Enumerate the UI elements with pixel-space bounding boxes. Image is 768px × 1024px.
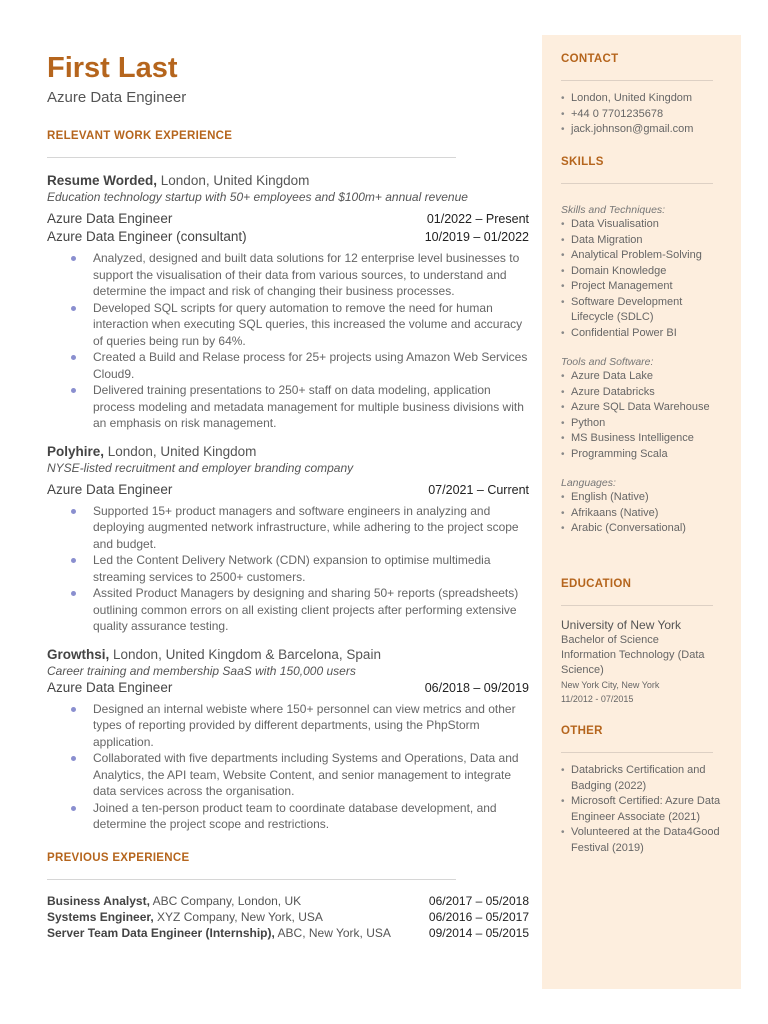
previous-job-row bbox=[47, 925, 529, 941]
sidebar-divider bbox=[561, 183, 713, 184]
previous-job-dates: 09/2014 – 05/2015 bbox=[428, 925, 529, 940]
skill-item: • Domain Knowledge bbox=[561, 264, 723, 280]
education-degree: Bachelor of Science Information Technology (Data Science) bbox=[561, 634, 705, 676]
sidebar-title-contact: CONTACT bbox=[561, 53, 619, 65]
role-title: Azure Data Engineer bbox=[47, 481, 173, 497]
job-entry bbox=[47, 646, 529, 833]
other-item: • Volunteered at the Data4Good Festival (2019) bbox=[561, 825, 723, 856]
company-location: London, United Kingdom & Barcelona, Spain bbox=[109, 646, 381, 662]
previous-job-company: XYZ Company, New York, USA bbox=[153, 909, 323, 924]
job-entry bbox=[47, 172, 529, 432]
bullet-list bbox=[47, 701, 529, 833]
sidebar-divider bbox=[561, 752, 713, 753]
company-line bbox=[47, 443, 529, 460]
sidebar-title-skills: SKILLS bbox=[561, 156, 604, 168]
role-title: Azure Data Engineer bbox=[47, 679, 173, 695]
role-dates: 06/2018 – 09/2019 bbox=[424, 680, 529, 695]
other-list bbox=[561, 763, 723, 856]
bullet-list bbox=[47, 250, 529, 432]
previous-experience-list bbox=[47, 893, 529, 941]
other-item: • Microsoft Certified: Azure Data Engineer Associate (2021) bbox=[561, 794, 723, 825]
contact-phone: • +44 0 7701235678 bbox=[561, 107, 723, 123]
education-block bbox=[561, 617, 713, 706]
other-item: • Databricks Certification and Badging (2022) bbox=[561, 763, 723, 794]
previous-job-dates: 06/2016 – 05/2017 bbox=[428, 909, 529, 924]
sidebar-title-education: EDUCATION bbox=[561, 578, 632, 590]
role-title: Azure Data Engineer bbox=[47, 211, 173, 226]
main-column bbox=[47, 50, 529, 941]
bullet-list bbox=[47, 503, 529, 635]
skill-item: • Project Management bbox=[561, 279, 723, 295]
sidebar-title-other: OTHER bbox=[561, 725, 603, 737]
languages-list bbox=[561, 490, 723, 537]
tool-item: • Azure SQL Data Warehouse bbox=[561, 400, 723, 416]
bullet-item: Joined a ten-person product team to coordinate database development, and determine the project scope and restrictions. bbox=[93, 800, 529, 833]
bullet-item: Delivered training presentations to 250+ staff on data modeling, application process modeling and metadata management for multiple business divisions with an emphasis on risk management. bbox=[93, 382, 529, 432]
section-divider bbox=[47, 879, 456, 880]
skill-item: • Data Visualisation bbox=[561, 217, 723, 233]
section-title-previous: PREVIOUS EXPERIENCE bbox=[47, 851, 190, 864]
bullet-item: Collaborated with five departments including Systems and Operations, Data and Analytics, the API team, Website Content, and senior management to integrate data services across the organisation. bbox=[93, 750, 529, 800]
skills-subheading: Skills and Techniques: bbox=[561, 204, 666, 216]
company-line bbox=[47, 172, 529, 189]
role-row bbox=[47, 228, 529, 246]
role-title: Azure Data Engineer (consultant) bbox=[47, 229, 247, 244]
bullet-item: Assited Product Managers by designing and sharing 50+ reports (spreadsheets) outlining common errors on all existing client projects after performing extensive quality assurance testing. bbox=[93, 585, 529, 635]
education-location: New York City, New York bbox=[561, 680, 660, 690]
company-name: Growthsi, bbox=[47, 646, 110, 662]
previous-job-row bbox=[47, 893, 529, 909]
contact-location: • London, United Kingdom bbox=[561, 91, 723, 107]
previous-job-dates: 06/2017 – 05/2018 bbox=[428, 893, 529, 908]
skill-item: • Data Migration bbox=[561, 233, 723, 249]
company-name: Polyhire, bbox=[47, 443, 105, 459]
skills-list bbox=[561, 217, 723, 341]
bullet-item: Led the Content Delivery Network (CDN) expansion to optimise multimedia streaming services to 2500+ customers. bbox=[93, 552, 529, 585]
bullet-item: Created a Build and Relase process for 25+ projects using Amazon Web Services Cloud9. bbox=[93, 350, 528, 381]
tool-item: • Azure Data Lake bbox=[561, 369, 723, 385]
language-item: • English (Native) bbox=[561, 490, 723, 506]
tool-item: • MS Business Intelligence bbox=[561, 431, 723, 447]
skill-item: • Software Development Lifecycle (SDLC) bbox=[561, 295, 723, 326]
bullet-item: Supported 15+ product managers and software engineers in analyzing and deploying augmented network infrastructure, while adhering to the project scope and budget. bbox=[93, 503, 529, 553]
contact-email: • jack.johnson@gmail.com bbox=[561, 122, 723, 138]
company-description: Education technology startup with 50+ employees and $100m+ annual revenue bbox=[47, 190, 468, 204]
previous-job-title: Business Analyst, bbox=[47, 893, 150, 908]
bullet-item: Analyzed, designed and built data solutions for 12 enterprise level businesses to support the visualisation of their data from various sources, to understand and determine the impact and risk of changing their business processes. bbox=[93, 250, 529, 300]
tool-item: • Azure Databricks bbox=[561, 385, 723, 401]
tool-item: • Python bbox=[561, 416, 723, 432]
contact-list bbox=[561, 91, 723, 138]
skills-subheading: Languages: bbox=[561, 477, 616, 489]
role-row bbox=[47, 481, 529, 499]
previous-job-company: ABC, New York, USA bbox=[274, 925, 391, 940]
previous-job-title: Systems Engineer, bbox=[47, 909, 154, 924]
company-location: London, United Kingdom bbox=[157, 173, 310, 188]
company-description: NYSE-listed recruitment and employer branding company bbox=[47, 460, 354, 475]
previous-job-company: ABC Company, London, UK bbox=[149, 893, 302, 908]
tool-item: • Programming Scala bbox=[561, 447, 723, 463]
role-dates: 01/2022 – Present bbox=[426, 212, 529, 226]
section-title-work: RELEVANT WORK EXPERIENCE bbox=[47, 130, 233, 142]
education-dates: 11/2012 - 07/2015 bbox=[561, 694, 634, 704]
company-name: Resume Worded, bbox=[47, 173, 158, 188]
skills-block bbox=[561, 203, 723, 537]
skills-subheading: Tools and Software: bbox=[561, 356, 654, 368]
language-item: • Afrikaans (Native) bbox=[561, 506, 723, 522]
candidate-title: Azure Data Engineer bbox=[47, 89, 187, 106]
sidebar-divider bbox=[561, 605, 713, 606]
previous-job-title: Server Team Data Engineer (Internship), bbox=[47, 925, 275, 940]
tools-list bbox=[561, 369, 723, 462]
sidebar bbox=[542, 35, 741, 989]
bullet-item: Developed SQL scripts for query automation to remove the need for human interaction when executing SQL queries, this increased the volume and accuracy of queries being run by 64%. bbox=[93, 300, 529, 350]
section-divider bbox=[47, 157, 456, 158]
sidebar-divider bbox=[561, 80, 713, 81]
education-university: University of New York bbox=[561, 618, 682, 632]
company-line bbox=[47, 646, 529, 663]
skill-item: • Confidential Power BI bbox=[561, 326, 723, 342]
skill-item: • Analytical Problem-Solving bbox=[561, 248, 723, 264]
candidate-name: First Last bbox=[47, 52, 178, 84]
role-row bbox=[47, 679, 529, 697]
language-item: • Arabic (Conversational) bbox=[561, 521, 723, 537]
bullet-item: Designed an internal webiste where 150+ personnel can view metrics and other types of reporting provided by different departments, using the PhpStorm application. bbox=[93, 701, 529, 751]
role-dates: 07/2021 – Current bbox=[428, 482, 529, 497]
company-description: Career training and membership SaaS with 150,000 users bbox=[47, 663, 356, 678]
previous-job-row bbox=[47, 909, 529, 925]
job-entry bbox=[47, 443, 529, 635]
role-dates: 10/2019 – 01/2022 bbox=[424, 230, 529, 244]
role-row bbox=[47, 210, 529, 228]
company-location: London, United Kingdom bbox=[104, 443, 257, 459]
